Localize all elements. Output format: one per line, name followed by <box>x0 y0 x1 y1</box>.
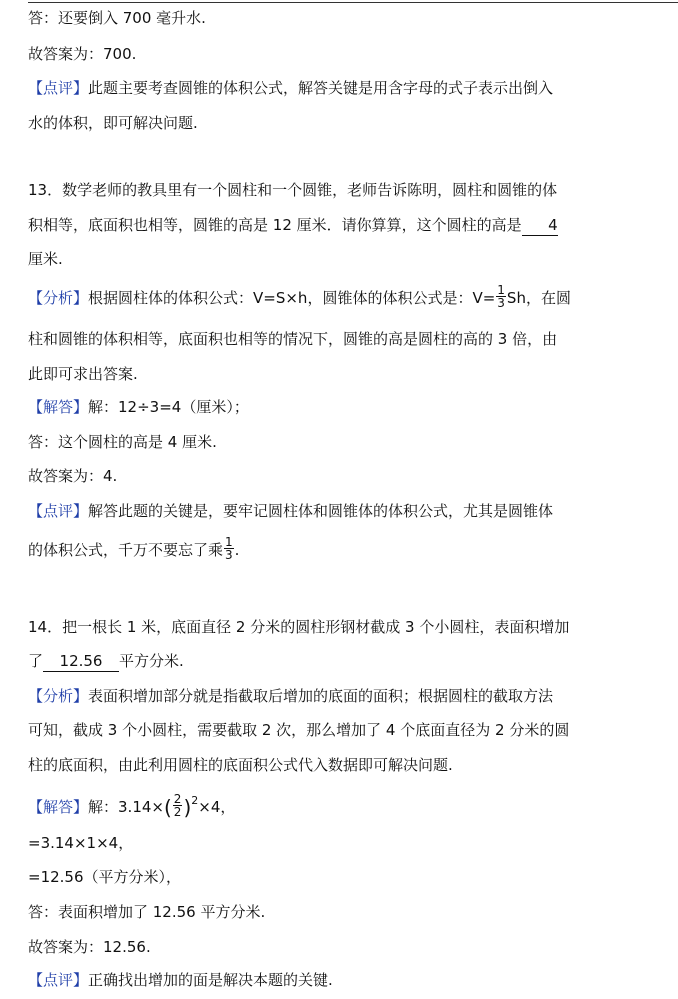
solution-tag: 【解答】 <box>28 798 89 816</box>
q14-stem-2-suffix: 平方分米. <box>119 652 184 670</box>
comment-tag: 【点评】 <box>28 502 89 520</box>
two-halves-fraction <box>173 793 183 818</box>
q13-solution-2: 答：这个圆柱的高是 4 厘米. <box>28 433 217 451</box>
p12-comment-text-2: 水的体积，即可解决问题. <box>28 114 198 132</box>
q14-solution-3: =12.56（平方分米）， <box>28 868 182 886</box>
p12-comment-text-1: 此题主要考查圆锥的体积公式，解答关键是用含字母的式子表示出倒入 <box>88 79 554 97</box>
fraction-numerator: 1 <box>497 283 505 297</box>
fraction-denominator: 2 <box>173 805 182 819</box>
q14-comment <box>28 970 642 990</box>
q14-stem-1: 14．把一根长 1 米，底面直径 2 分米的圆柱形钢材截成 3 个小圆柱，表面积增加 <box>28 618 570 636</box>
q14-final-answer: 故答案为：12.56. <box>28 938 151 956</box>
q13-stem-1: 13．数学老师的教具里有一个圆柱和一个圆锥，老师告诉陈明，圆柱和圆锥的体 <box>28 181 558 199</box>
q13-stem-2-text: 积相等，底面积也相等，圆锥的高是 12 厘米．请你算算，这个圆柱的高是 <box>28 216 522 234</box>
q13-solution-text-1: 解：12÷3=4（厘米）； <box>88 398 249 416</box>
fraction-numerator: 1 <box>225 535 233 549</box>
q13-answer-blank: 4 <box>522 215 558 236</box>
q14-comment-text: 正确找出增加的面是解决本题的关键. <box>88 971 333 989</box>
one-third-fraction <box>496 284 506 309</box>
comment-tag: 【点评】 <box>28 79 89 97</box>
q13-comment-2: 的体积公式，千万不要忘了乘 $\frac{1}{3}$ . <box>28 535 240 562</box>
analysis-tag: 【分析】 <box>28 289 89 307</box>
q13-comment-1 <box>28 501 642 521</box>
exponent: 2 <box>191 794 199 807</box>
p12-comment <box>28 78 642 98</box>
q14-solution-1b: ×4， <box>198 798 236 816</box>
one-third-fraction <box>224 536 234 561</box>
q13-analysis-1 <box>28 283 642 311</box>
fraction-numerator: 2 <box>173 792 182 806</box>
analysis-tag: 【分析】 <box>28 687 89 705</box>
comment-tag: 【点评】 <box>28 971 89 989</box>
q13-comment-text-2: 的体积公式，千万不要忘了乘 <box>28 541 224 559</box>
fraction-denominator: 3 <box>497 296 505 310</box>
q13-analysis-3: 此即可求出答案. <box>28 365 138 383</box>
top-rule <box>28 2 678 3</box>
p12-answer: 答：还要倒入 700 毫升水. <box>28 9 206 27</box>
q13-final-answer: 故答案为：4. <box>28 467 118 485</box>
q14-answer-blank: 12.56 <box>43 651 119 672</box>
q14-analysis-text-1: 表面积增加部分就是指截取后增加的底面的面积；根据圆柱的截取方法 <box>88 687 554 705</box>
q13-analysis-1b: Sh，在圆 <box>506 289 571 307</box>
q14-stem-2 <box>28 651 642 672</box>
q14-solution-1: 【解答】解：3.14×( $\frac{2}{2}$ )$^2$×4， <box>28 792 236 820</box>
q14-solution-2: =3.14×1×4， <box>28 834 134 852</box>
q13-solution-1 <box>28 397 642 417</box>
q14-solution-1a: 解：3.14× <box>88 798 164 816</box>
q13-comment-text-1: 解答此题的关键是，要牢记圆柱体和圆锥体的体积公式，尤其是圆锥体 <box>88 502 554 520</box>
p12-final-answer: 故答案为：700. <box>28 45 137 63</box>
q13-stem-3: 厘米. <box>28 250 63 268</box>
q14-analysis-1 <box>28 686 642 706</box>
q13-analysis-2: 柱和圆锥的体积相等，底面积也相等的情况下，圆锥的高是圆柱的高的 3 倍，由 <box>28 330 558 348</box>
q14-stem-2-prefix: 了 <box>28 652 44 670</box>
q14-analysis-3: 柱的底面积，由此利用圆柱的底面积公式代入数据即可解决问题. <box>28 756 453 774</box>
fraction-denominator: 3 <box>225 548 233 562</box>
q13-analysis-1a: 根据圆柱体的体积公式：V=S×h，圆锥体的体积公式是：V= <box>88 289 496 307</box>
q14-solution-4: 答：表面积增加了 12.56 平方分米. <box>28 903 266 921</box>
q13-stem-2 <box>28 215 642 236</box>
solution-tag: 【解答】 <box>28 398 89 416</box>
q14-analysis-2: 可知，截成 3 个小圆柱，需要截取 2 次，那么增加了 4 个底面直径为 2 分米的圆 <box>28 721 570 739</box>
